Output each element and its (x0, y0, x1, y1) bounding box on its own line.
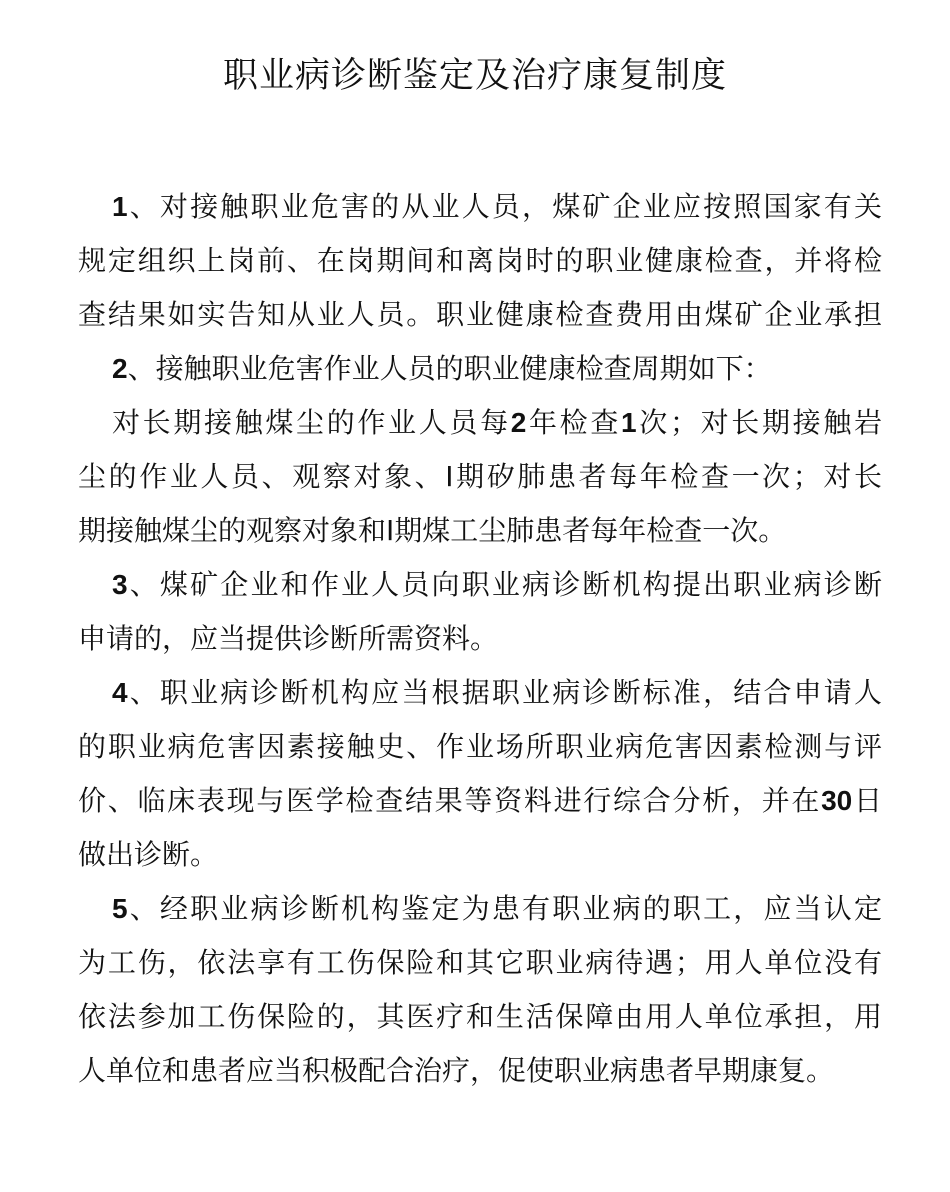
line-text: 规定组织上岗前、在岗期间和离岗时的职业健康检查，并将检 (78, 244, 882, 277)
paragraph-5 (78, 882, 882, 1098)
line-text: 次；对长期接触岩 (636, 406, 882, 439)
item-number: 1 (112, 191, 128, 222)
line-text: 期接触煤尘的观察对象和Ⅰ期煤工尘肺患者每年检查一次。 (78, 514, 787, 547)
line-text: 申请的，应当提供诊断所需资料。 (78, 622, 499, 655)
line-text: 、对接触职业危害的从业人员，煤矿企业应按照国家有关 (127, 190, 882, 223)
paragraph-line (78, 558, 882, 612)
paragraph-line (78, 990, 882, 1044)
line-text: 、煤矿企业和作业人员向职业病诊断机构提出职业病诊断 (127, 568, 882, 601)
item-number: 5 (112, 893, 128, 924)
paragraph-line (78, 288, 882, 342)
paragraph-line (78, 180, 882, 234)
inline-number: 30 (821, 785, 853, 816)
line-text: 、经职业病诊断机构鉴定为患有职业病的职工，应当认定 (127, 892, 882, 925)
paragraph-line (78, 396, 882, 450)
paragraph-line (78, 774, 882, 828)
item-number: 4 (112, 677, 128, 708)
paragraph-line (78, 450, 882, 504)
line-text: 查结果如实告知从业人员。职业健康检查费用由煤矿企业承担 (78, 298, 882, 331)
line-text: 日 (852, 784, 882, 817)
paragraph-line (78, 720, 882, 774)
paragraph-2-detail (78, 396, 882, 558)
line-text: 价、临床表现与医学检查结果等资料进行综合分析，并在 (78, 784, 822, 817)
paragraph-2 (78, 342, 882, 396)
line-text: 、接触职业危害作业人员的职业健康检查周期如下： (127, 352, 772, 385)
document-title: 职业病诊断鉴定及治疗康复制度 (222, 56, 727, 96)
line-text: 对长期接触煤尘的作业人员每 (112, 406, 511, 439)
item-number: 2 (112, 353, 128, 384)
paragraph-line (78, 666, 882, 720)
paragraph-line (78, 612, 882, 666)
line-text: 人单位和患者应当积极配合治疗，促使职业病患者早期康复。 (78, 1054, 835, 1087)
paragraph-line (78, 234, 882, 288)
paragraph-line (78, 936, 882, 990)
paragraph-line (78, 342, 882, 396)
inline-number: 2 (510, 407, 527, 438)
paragraph-3 (78, 558, 882, 666)
line-text: 做出诊断。 (78, 838, 219, 871)
line-text: 年检查 (526, 406, 622, 439)
paragraph-1 (78, 180, 882, 342)
paragraph-line (78, 504, 882, 558)
line-text: 、职业病诊断机构应当根据职业病诊断标准，结合申请人 (127, 676, 882, 709)
document-body (78, 180, 882, 1098)
line-text: 为工伤，依法享有工伤保险和其它职业病待遇；用人单位没有 (78, 946, 882, 979)
paragraph-line (78, 1044, 882, 1098)
line-text: 的职业病危害因素接触史、作业场所职业病危害因素检测与评 (78, 730, 882, 763)
inline-number: 1 (621, 407, 637, 438)
paragraph-4 (78, 666, 882, 882)
paragraph-line (78, 828, 882, 882)
line-text: 依法参加工伤保险的，其医疗和生活保障由用人单位承担，用 (78, 1000, 882, 1033)
paragraph-line (78, 882, 882, 936)
line-text: 尘的作业人员、观察对象、Ⅰ期矽肺患者每年检查一次；对长 (78, 460, 882, 493)
item-number: 3 (112, 569, 128, 600)
